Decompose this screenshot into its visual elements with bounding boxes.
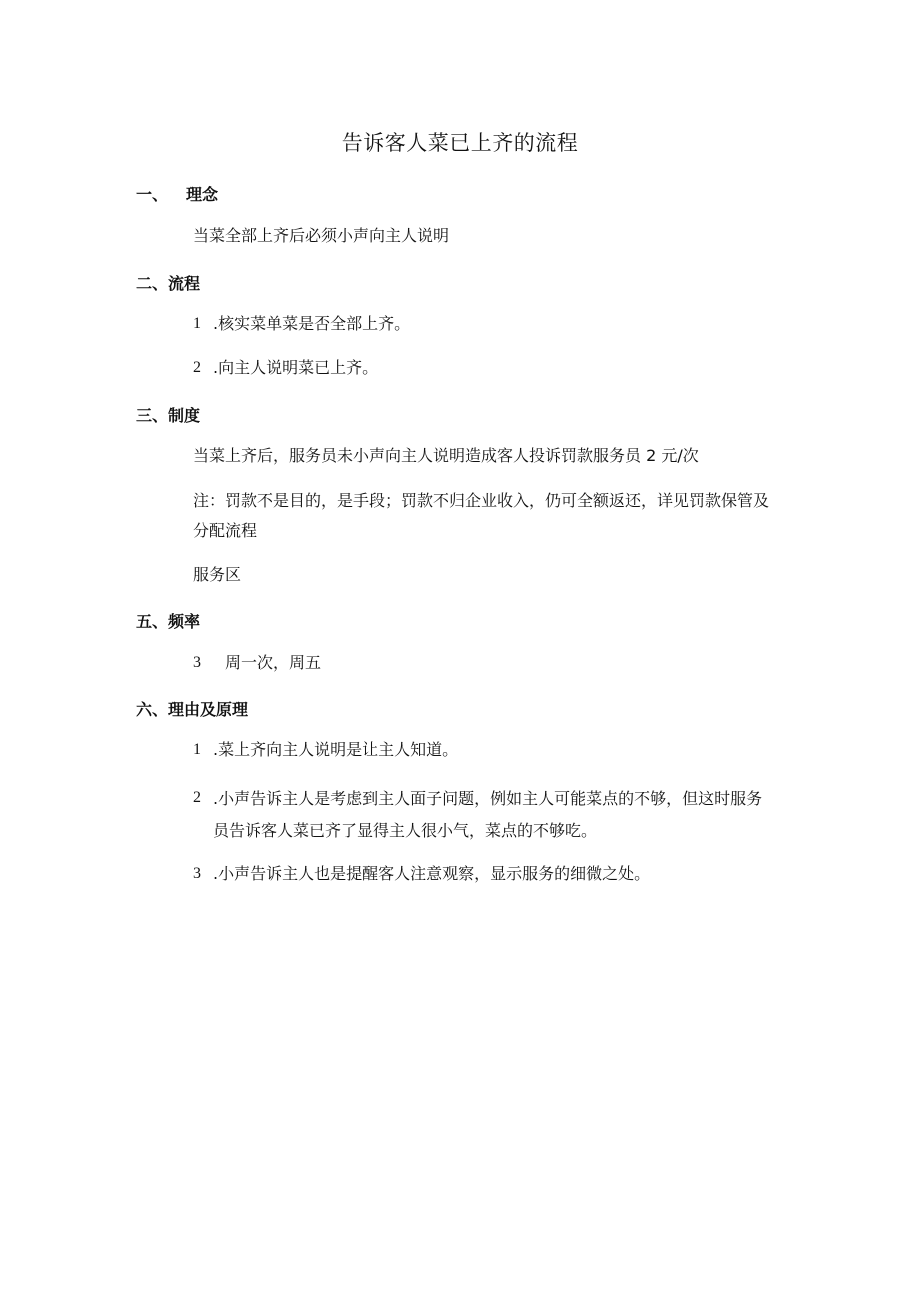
section-number: 六、 [136,700,169,719]
item-text: 周一次，周五 [225,653,322,672]
section-title: 理念 [186,185,219,204]
paragraph: 注：罚款不是目的，是手段；罚款不归企业收入，仍可全额返还，详见罚款保管及分配流程 [193,491,770,540]
section-heading-6 [136,697,248,720]
section-heading-3 [136,403,200,426]
paragraph: 当菜全部上齐后必须小声向主人说明 [193,226,450,245]
section-number: 一、 [136,185,169,204]
item-text: .菜上齐向主人说明是让主人知道。 [213,740,459,759]
section-title: 频率 [168,612,201,631]
list-item [193,735,773,765]
section-heading-2 [136,271,200,294]
item-text: .核实菜单菜是否全部上齐。 [213,314,411,333]
section-title: 流程 [168,274,201,293]
item-number: 2 [193,359,201,376]
list-item [193,783,773,845]
section-title: 理由及原理 [168,700,249,719]
list-item [193,648,753,678]
item-number: 3 [193,654,201,671]
section-number: 二、 [136,274,169,293]
page-title: 告诉客人菜已上齐的流程 [341,131,579,155]
item-text: .小声告诉主人是考虑到主人面子问题，例如主人可能菜点的不够，但这时服务员告诉客人菜已齐了显得主人很小气，菜点的不够吃。 [213,789,763,840]
item-text: .向主人说明菜已上齐。 [213,358,379,377]
item-text: .小声告诉主人也是提醒客人注意观察，显示服务的细微之处。 [213,864,651,883]
list-item [193,309,753,339]
item-number: 1 [193,315,201,332]
paragraph: 服务区 [193,565,242,584]
section-heading-5 [136,609,200,632]
item-number: 1 [193,741,201,758]
item-number: 2 [193,789,201,806]
list-item [193,353,753,383]
paragraph: 当菜上齐后，服务员未小声向主人说明造成客人投诉罚款服务员 2 元/次 [193,446,699,465]
item-number: 3 [193,865,201,882]
list-item [193,859,773,889]
section-number: 五、 [136,612,169,631]
section-heading-1 [136,182,218,205]
section-title: 制度 [168,406,201,425]
section-number: 三、 [136,406,169,425]
